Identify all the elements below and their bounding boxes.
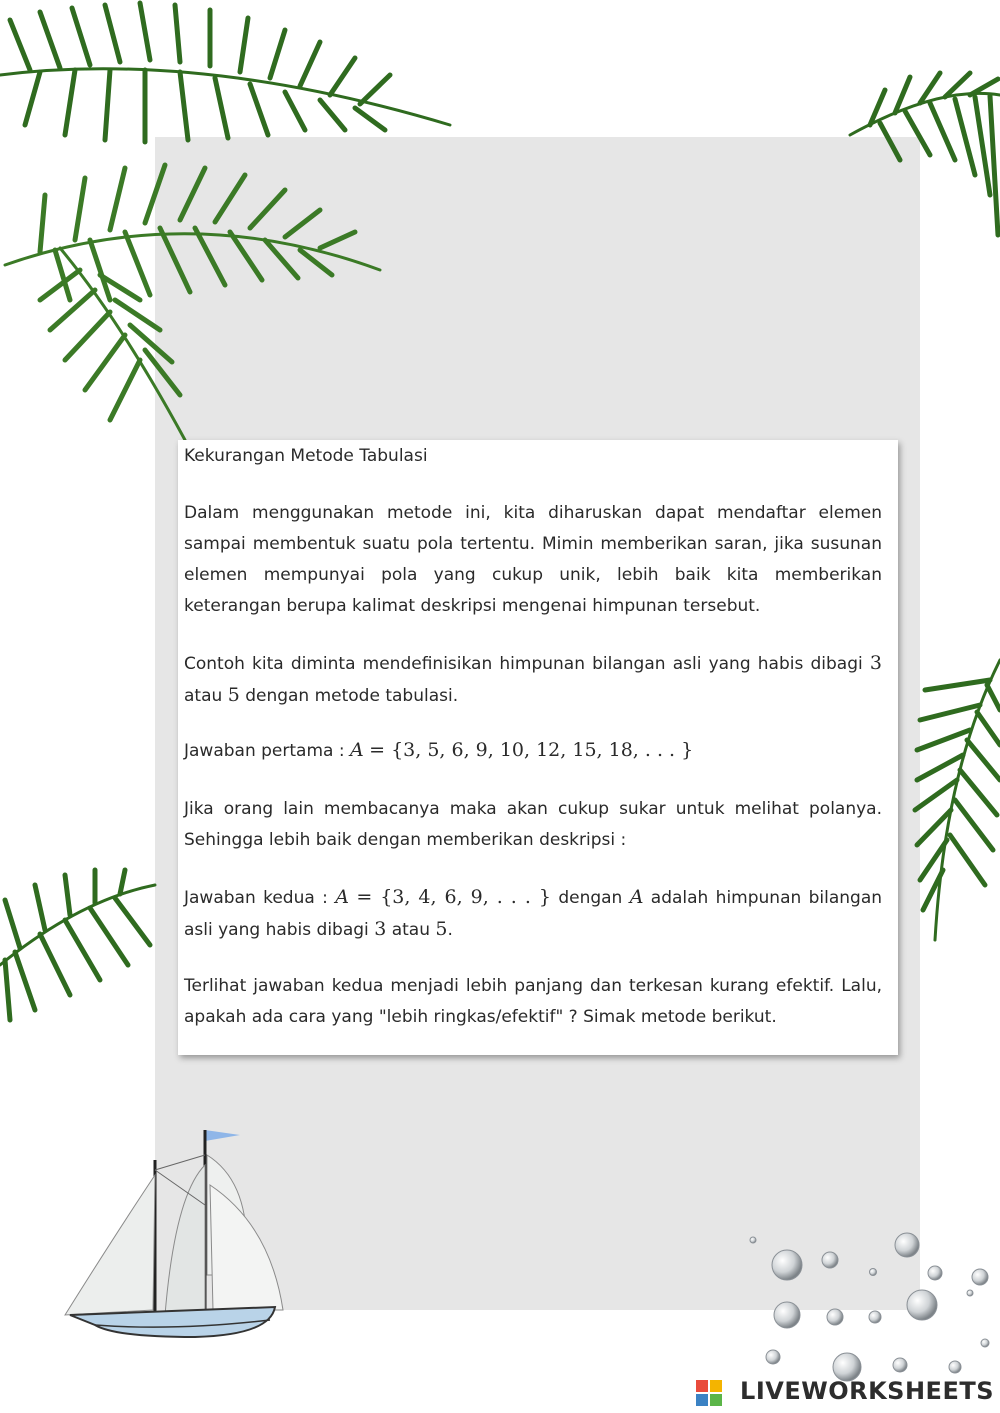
example-number-5: 5 bbox=[227, 684, 240, 706]
content-card bbox=[178, 440, 898, 1055]
example-number-3: 3 bbox=[869, 652, 883, 674]
second-answer-var2: A bbox=[629, 886, 644, 908]
sailboat-icon bbox=[55, 1125, 290, 1345]
first-answer-set: = {3, 5, 6, 9, 10, 12, 15, 18, . . . } bbox=[369, 739, 694, 761]
second-answer-end: . bbox=[447, 920, 453, 940]
palm-leaf-top-left-icon bbox=[0, 0, 470, 440]
bubbles-icon bbox=[745, 1225, 995, 1385]
paragraph-first-answer bbox=[184, 735, 882, 767]
palm-leaf-left-icon bbox=[0, 870, 160, 1030]
second-answer-number-5: 5 bbox=[435, 918, 448, 940]
second-answer-label: Jawaban kedua : bbox=[184, 888, 328, 908]
second-answer-var: A bbox=[335, 886, 349, 908]
paragraph-explanation: Jika orang lain membacanya maka akan cukup sukar untuk melihat polanya. Sehingga lebih baik dengan memberikan deskripsi : bbox=[184, 799, 882, 850]
paragraph-example bbox=[184, 648, 882, 712]
example-end: dengan metode tabulasi. bbox=[245, 686, 459, 706]
second-answer-desc: adalah himpunan bilangan asli yang habis dibagi bbox=[184, 888, 883, 940]
liveworksheets-brand: LIVEWORKSHEETS bbox=[740, 1377, 994, 1405]
second-answer-or: atau bbox=[391, 920, 430, 940]
first-answer-label: Jawaban pertama : bbox=[184, 741, 345, 761]
paragraph-conclusion: Terlihat jawaban kedua menjadi lebih panjang dan terkesan kurang efektif. Lalu, apakah ada cara yang "lebih ringkas/efektif" ? Simak metode berikut. bbox=[184, 976, 882, 1027]
card-title: Kekurangan Metode Tabulasi bbox=[184, 446, 428, 466]
palm-leaf-top-right-icon bbox=[850, 65, 1000, 255]
first-answer-var: A bbox=[349, 739, 364, 761]
second-answer-with: dengan bbox=[558, 888, 623, 908]
liveworksheets-logo-icon bbox=[696, 1380, 722, 1406]
example-or: atau bbox=[184, 686, 223, 706]
palm-leaf-right-icon bbox=[915, 650, 1000, 950]
second-answer-number-3: 3 bbox=[374, 918, 387, 940]
example-text: Contoh kita diminta mendefinisikan himpunan bilangan asli yang habis dibagi bbox=[184, 654, 863, 674]
second-answer-set: = {3, 4, 6, 9, . . . } bbox=[356, 886, 551, 908]
paragraph-second-answer bbox=[184, 882, 882, 946]
paragraph-intro: Dalam menggunakan metode ini, kita diharuskan dapat mendaftar elemen sampai membentuk suatu pola tertentu. Mimin memberikan saran, jika susunan elemen mempunyai pola yang cukup unik, lebih baik kita memberikan keterangan berupa kalimat deskripsi mengenai himpunan tersebut. bbox=[184, 503, 882, 616]
